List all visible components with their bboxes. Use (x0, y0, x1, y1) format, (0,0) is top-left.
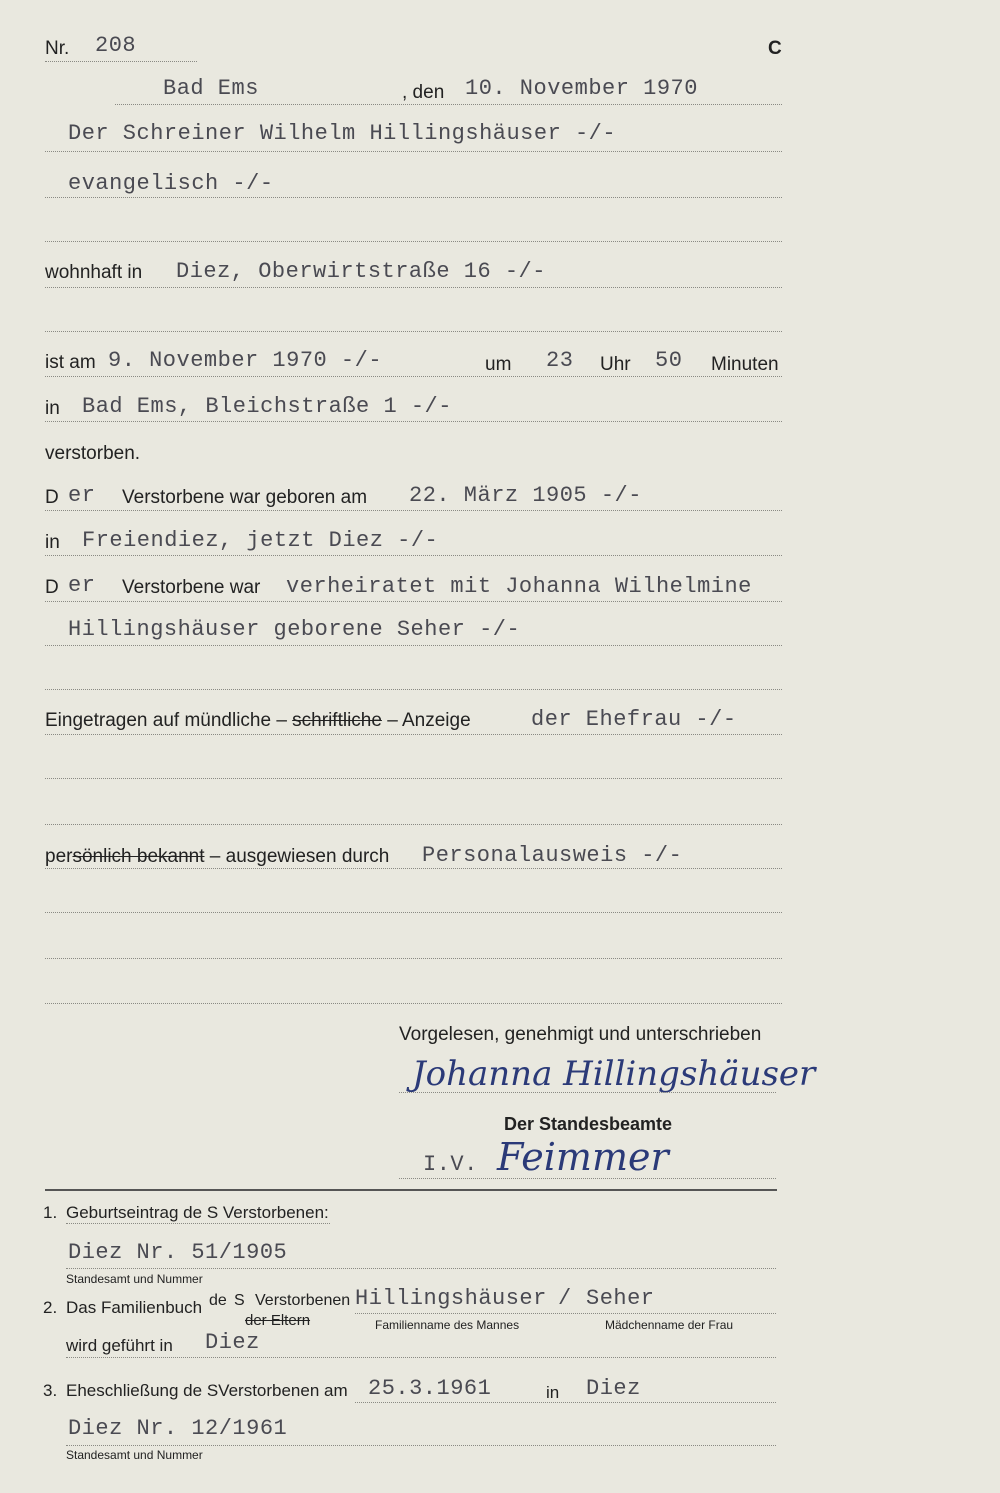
ist-am-label: ist am (45, 352, 96, 373)
den-label: , den (402, 82, 445, 103)
note2-place: Diez (205, 1330, 260, 1355)
note2-eltern-struck: der Eltern (245, 1312, 311, 1329)
registration-label (45, 710, 471, 732)
note2-label2: wird geführt in (66, 1336, 173, 1355)
dotted-line (45, 331, 782, 332)
death-hour: 23 (546, 348, 574, 373)
marriage-line-1: verheiratet mit Johanna Wilhelmine (286, 574, 752, 599)
nr-label: Nr. (45, 38, 70, 59)
note3-label-b: Verstorbenen am (218, 1381, 348, 1400)
in-label: in (45, 398, 60, 419)
dotted-line (45, 287, 782, 288)
note3-caption: Standesamt und Nummer (66, 1448, 203, 1462)
note1-s: S (206, 1203, 219, 1222)
person-line-2: evangelisch -/- (68, 171, 274, 196)
note2-caption-husband: Familienname des Mannes (375, 1318, 520, 1332)
dotted-line (45, 151, 782, 152)
identification-struck: sönlich bekannt (72, 846, 205, 867)
note1-caption: Standesamt und Nummer (66, 1272, 203, 1286)
uhr-label: Uhr (600, 354, 631, 375)
registration-struck: schriftliche (292, 710, 382, 731)
dotted-line (66, 1223, 330, 1224)
dotted-line (355, 1313, 776, 1314)
death-date: 9. November 1970 -/- (108, 348, 383, 373)
dotted-line (45, 555, 782, 556)
closing-text: Vorgelesen, genehmigt und unterschrieben (399, 1024, 762, 1045)
identification-label-b: – ausgewiesen durch (209, 846, 390, 867)
birth-label: Verstorbene war geboren am (122, 487, 368, 508)
note3-in-label: in (546, 1383, 560, 1402)
note2-label: Das Familienbuch (66, 1298, 203, 1317)
signature-spouse: Johanna Hillingshäuser (412, 1054, 816, 1094)
der-prefix: D (45, 487, 59, 508)
dotted-line (45, 1003, 782, 1004)
note3-number: 3. (43, 1381, 58, 1400)
birth-place: Freiendiez, jetzt Diez -/- (82, 528, 439, 553)
note1-value: Diez Nr. 51/1905 (68, 1240, 288, 1265)
marriage-label: Verstorbene war (122, 577, 261, 598)
der-suffix-2: er (68, 573, 96, 598)
registry-date: 10. November 1970 (465, 76, 698, 101)
dotted-line (355, 1402, 776, 1403)
death-minute: 50 (655, 348, 683, 373)
note1-number: 1. (43, 1203, 58, 1222)
identification-value: Personalausweis -/- (422, 843, 683, 868)
dotted-line (45, 241, 782, 242)
dotted-line (45, 778, 782, 779)
registration-label-b: – Anzeige (387, 710, 471, 731)
identification-label-plain: per (45, 846, 73, 867)
dotted-line (45, 601, 782, 602)
marriage-line-2: Hillingshäuser geborene Seher -/- (68, 617, 521, 642)
note2-separator: / (558, 1286, 572, 1311)
note2-verstorbenen: Verstorbenen (255, 1292, 351, 1309)
note1-label-a: Geburtseintrag de (66, 1203, 203, 1222)
dotted-line (45, 824, 782, 825)
dotted-line (45, 645, 782, 646)
registration-label-a: Eingetragen auf mündliche – (45, 710, 287, 731)
death-place: Bad Ems, Bleichstraße 1 -/- (82, 394, 452, 419)
section-divider (45, 1189, 777, 1191)
dotted-line (45, 958, 782, 959)
dotted-line (45, 734, 782, 735)
minuten-label: Minuten (711, 354, 779, 375)
dotted-line (399, 1178, 776, 1179)
record-number: 208 (95, 33, 137, 58)
signature-registrar: Feimmer (497, 1135, 669, 1179)
note2-husband-name: Hillingshäuser (355, 1286, 547, 1311)
note1-label-b: Verstorbenen: (222, 1203, 329, 1222)
residence-value: Diez, Oberwirtstraße 16 -/- (176, 259, 546, 284)
note3-s: S (206, 1381, 219, 1400)
verstorben-label: verstorben. (45, 443, 141, 464)
birth-date: 22. März 1905 -/- (409, 483, 642, 508)
dotted-line (399, 1092, 776, 1093)
birth-in-label: in (45, 532, 60, 553)
dotted-line (45, 510, 782, 511)
note3-date: 25.3.1961 (368, 1376, 492, 1401)
dotted-line (45, 376, 782, 377)
dotted-line (66, 1268, 776, 1269)
note2-de: de (209, 1292, 227, 1309)
dotted-line (45, 689, 782, 690)
person-line-1: Der Schreiner Wilhelm Hillingshäuser -/- (68, 121, 617, 146)
dotted-line (45, 912, 782, 913)
dotted-line (45, 868, 782, 869)
registration-value: der Ehefrau -/- (531, 707, 737, 732)
dotted-line (115, 104, 782, 105)
identification-label (45, 846, 389, 868)
dotted-line (66, 1445, 776, 1446)
note3-place: Diez (586, 1376, 641, 1401)
corner-letter: C (768, 38, 782, 59)
standesbeamte-label: Der Standesbeamte (504, 1114, 673, 1134)
note2-s: S (234, 1292, 245, 1309)
note2-caption-wife: Mädchenname der Frau (605, 1318, 734, 1332)
registry-place: Bad Ems (163, 76, 259, 101)
note3-value: Diez Nr. 12/1961 (68, 1416, 288, 1441)
iv-label: I.V. (423, 1152, 478, 1177)
der-prefix-2: D (45, 577, 59, 598)
note1-label (66, 1203, 329, 1223)
dotted-line (45, 421, 782, 422)
um-label: um (485, 354, 512, 375)
der-suffix: er (68, 483, 96, 508)
dotted-line (66, 1357, 776, 1358)
dotted-line (45, 197, 782, 198)
residence-label: wohnhaft in (45, 262, 143, 283)
dotted-line (45, 61, 197, 62)
note3-label (66, 1381, 348, 1401)
note2-maiden-name: Seher (586, 1286, 655, 1311)
note2-number: 2. (43, 1298, 58, 1317)
note3-label-a: Eheschließung de (66, 1381, 203, 1400)
